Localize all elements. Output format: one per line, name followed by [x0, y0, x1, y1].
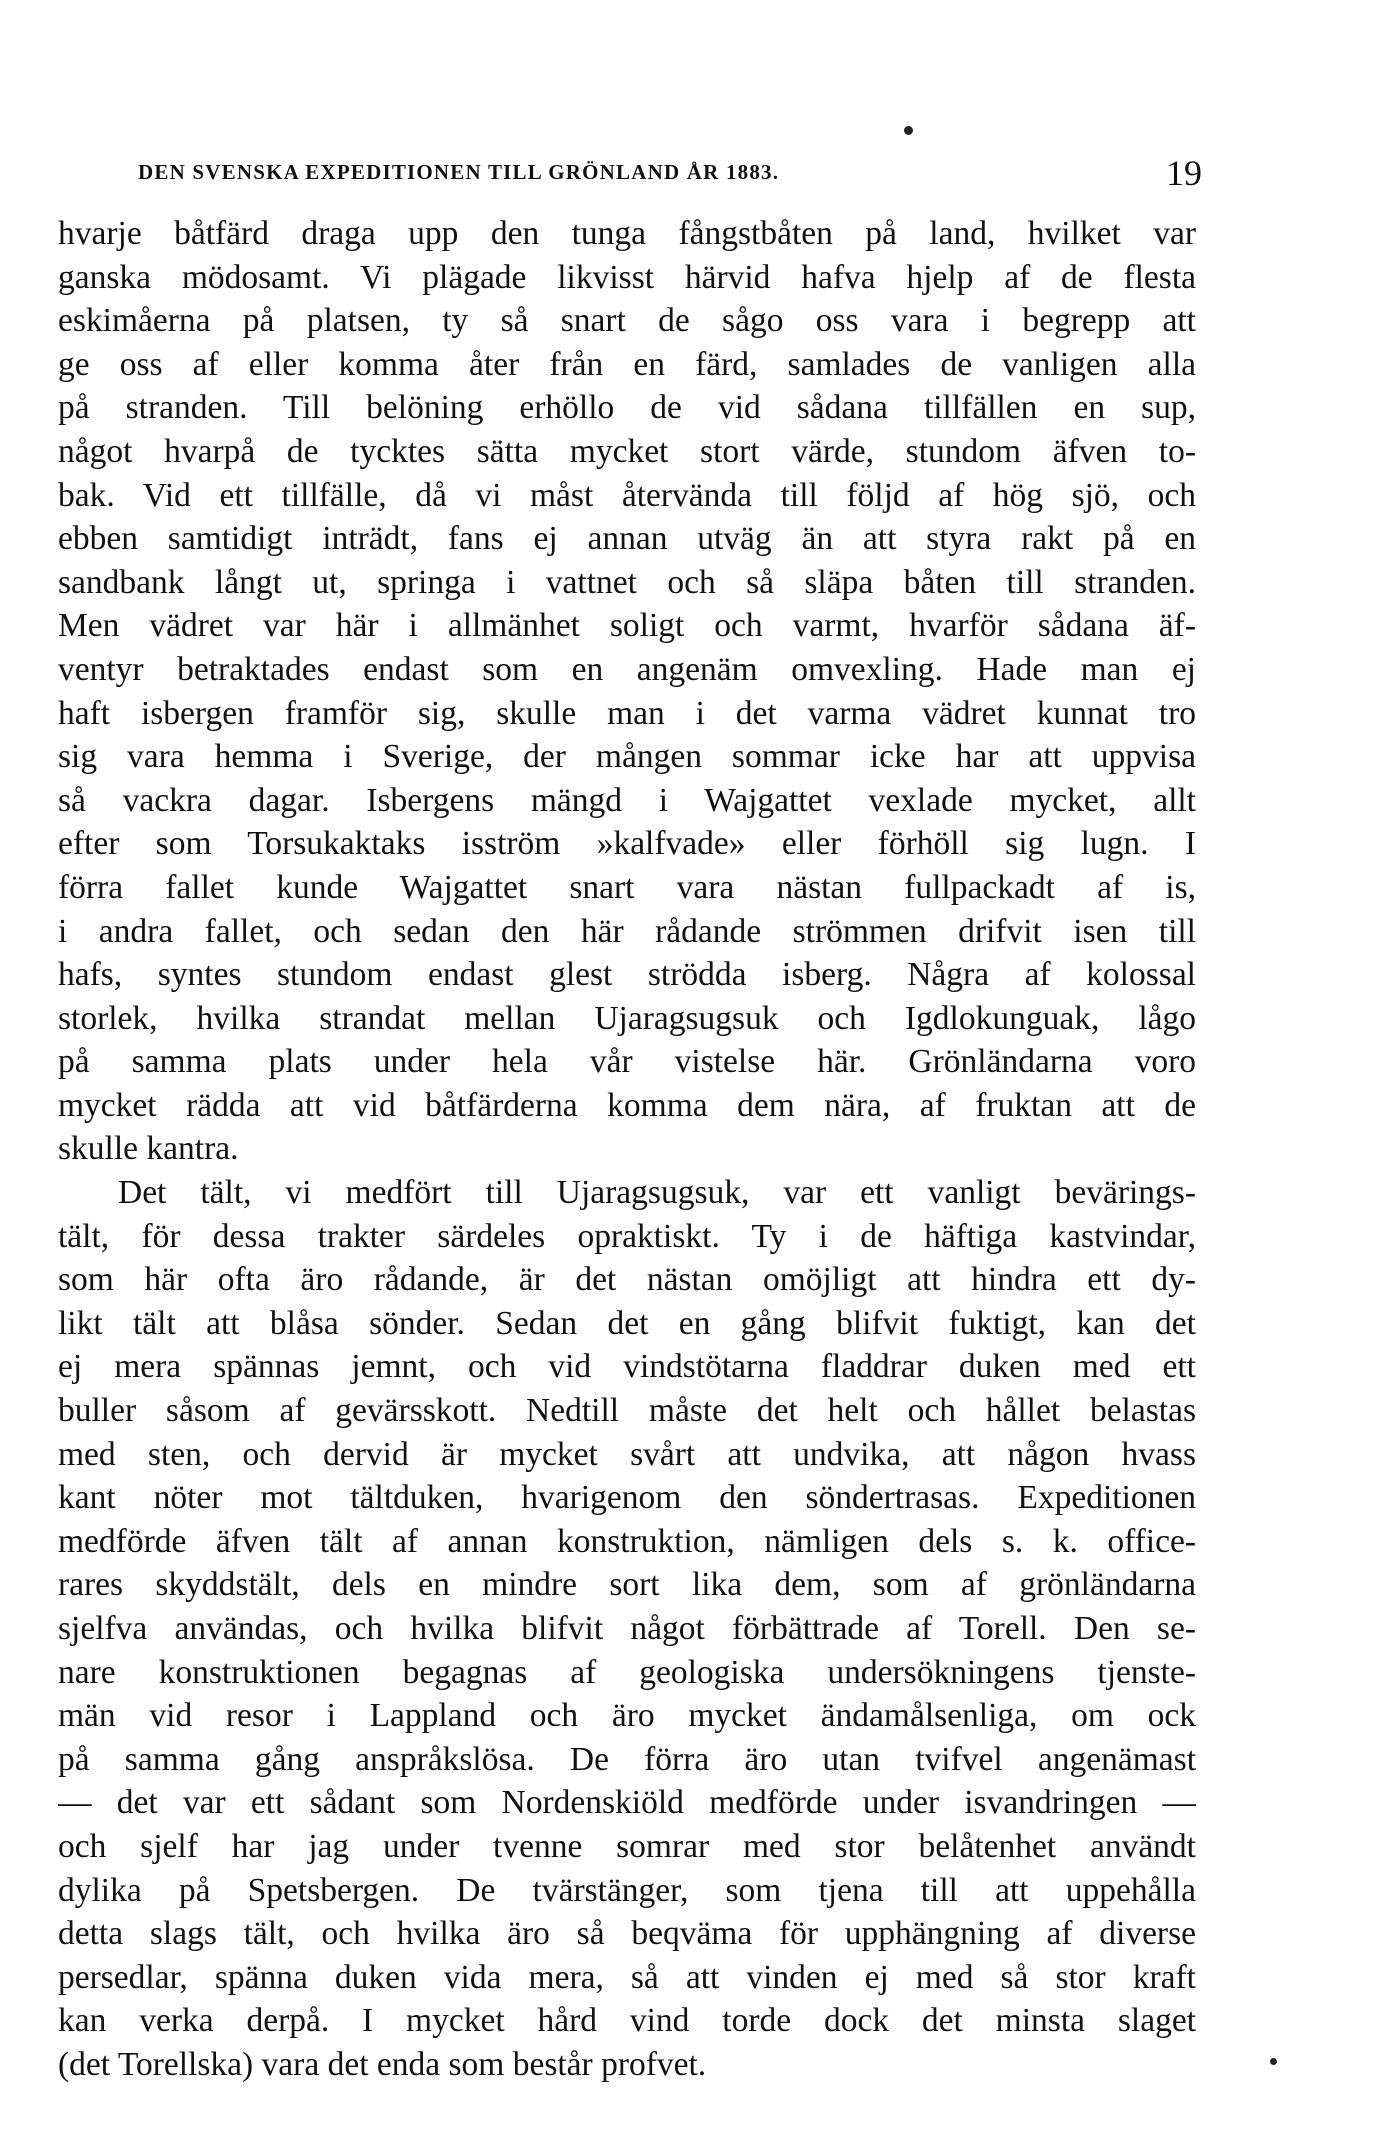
text-line: bak. Vid ett tillfälle, då vi måst återvända till följd af hög sjö, och [58, 476, 1196, 514]
text-line: kant nöter mot tältduken, hvarigenom den söndertrasas. Expeditionen [58, 1479, 1196, 1517]
scan-speck [1270, 2058, 1277, 2065]
text-line: på samma gång anspråkslösa. De förra äro utan tvifvel angenämast [58, 1740, 1196, 1778]
text-line: hafs, syntes stundom endast glest strödda isberg. Några af kolossal [58, 956, 1196, 994]
text-line: ganska mödosamt. Vi plägade likvisst härvid hafva hjelp af de flesta [58, 258, 1196, 296]
text-line: detta slags tält, och hvilka äro så beqväma för upphängning af diverse [58, 1915, 1196, 1953]
text-line: så vackra dagar. Isbergens mängd i Wajgattet vexlade mycket, allt [58, 781, 1196, 819]
text-line: ge oss af eller komma åter från en färd, samlades de vanligen alla [58, 345, 1196, 383]
text-line: (det Torellska) vara det enda som består profvet. [58, 2045, 707, 2083]
text-line: Det tält, vi medfört till Ujaragsugsuk, var ett vanligt bevärings- [118, 1174, 1196, 1212]
text-line: på stranden. Till belöning erhöllo de vid sådana tillfällen en sup, [58, 389, 1196, 427]
text-line: på samma plats under hela vår vistelse här. Grönländarna voro [58, 1043, 1196, 1081]
text-line: sig vara hemma i Sverige, der mången sommar icke har att uppvisa [58, 738, 1196, 776]
text-line: efter som Torsukaktaks isström »kalfvade» eller förhöll sig lugn. I [58, 825, 1196, 863]
text-line: likt tält att blåsa sönder. Sedan det en gång blifvit fuktigt, kan det [58, 1304, 1196, 1342]
text-line: sandbank långt ut, springa i vattnet och så släpa båten till stranden. [58, 563, 1196, 601]
text-line: ebben samtidigt inträdt, fans ej annan utväg än att styra rakt på en [58, 520, 1196, 558]
text-line: Men vädret var här i allmänhet soligt och varmt, hvarför sådana äf- [58, 607, 1196, 645]
text-line: som här ofta äro rådande, är det nästan omöjligt att hindra ett dy- [58, 1261, 1196, 1299]
text-line: och sjelf har jag under tvenne somrar med stor belåtenhet användt [58, 1827, 1196, 1865]
text-line: kan verka derpå. I mycket hård vind torde dock det minsta slaget [58, 2002, 1196, 2040]
text-line: förra fallet kunde Wajgattet snart vara nästan fullpackadt af is, [58, 868, 1196, 906]
paragraph [58, 1171, 1196, 2086]
text-line: dylika på Spetsbergen. De tvärstänger, som tjena till att uppehålla [58, 1871, 1196, 1909]
text-line: skulle kantra. [58, 1130, 239, 1168]
page-number: 19 [1166, 153, 1202, 193]
text-line: — det var ett sådant som Nordenskiöld medförde under isvandringen — [58, 1784, 1196, 1822]
text-line: ej mera spännas jemnt, och vid vindstötarna fladdrar duken med ett [58, 1348, 1196, 1386]
text-line: persedlar, spänna duken vida mera, så att vinden ej med så stor kraft [58, 1958, 1196, 1996]
text-line: något hvarpå de tycktes sätta mycket stort värde, stundom äfven to- [58, 432, 1196, 470]
text-line: sjelfva användas, och hvilka blifvit något förbättrade af Torell. Den se- [58, 1610, 1196, 1647]
text-line: mycket rädda att vid båtfärderna komma dem nära, af fruktan att de [58, 1086, 1196, 1124]
body-text [58, 212, 1196, 2087]
text-line: storlek, hvilka strandat mellan Ujaragsugsuk och Igdlokunguak, lågo [58, 999, 1196, 1037]
scan-speck [904, 126, 913, 135]
text-line: buller såsom af gevärsskott. Nedtill måste det helt och hållet belastas [58, 1392, 1196, 1430]
text-line: i andra fallet, och sedan den här rådande strömmen drifvit isen till [58, 912, 1196, 950]
text-line: tält, för dessa trakter särdeles opraktiskt. Ty i de häftiga kastvindar, [58, 1217, 1196, 1255]
running-head [138, 152, 1202, 192]
paragraph [58, 212, 1196, 1171]
text-line: nare konstruktionen begagnas af geologiska undersökningens tjenste- [58, 1653, 1196, 1691]
text-line: ventyr betraktades endast som en angenäm omvexling. Hade man ej [58, 650, 1196, 688]
text-line: hvarje båtfärd draga upp den tunga fångstbåten på land, hvilket var [58, 215, 1196, 252]
text-line: män vid resor i Lappland och äro mycket ändamålsenliga, om ock [58, 1697, 1196, 1735]
running-title: DEN SVENSKA EXPEDITIONEN TILL GRÖNLAND ÅR 1883. [138, 160, 780, 184]
text-line: med sten, och dervid är mycket svårt att undvika, att någon hvass [58, 1435, 1196, 1473]
text-line: rares skyddstält, dels en mindre sort lika dem, som af grönländarna [58, 1566, 1196, 1604]
text-line: medförde äfven tält af annan konstruktion, nämligen dels s. k. officе- [58, 1522, 1196, 1560]
text-line: eskimåerna på platsen, ty så snart de sågo oss vara i begrepp att [58, 302, 1196, 340]
text-line: haft isbergen framför sig, skulle man i det varma vädret kunnat tro [58, 694, 1196, 732]
